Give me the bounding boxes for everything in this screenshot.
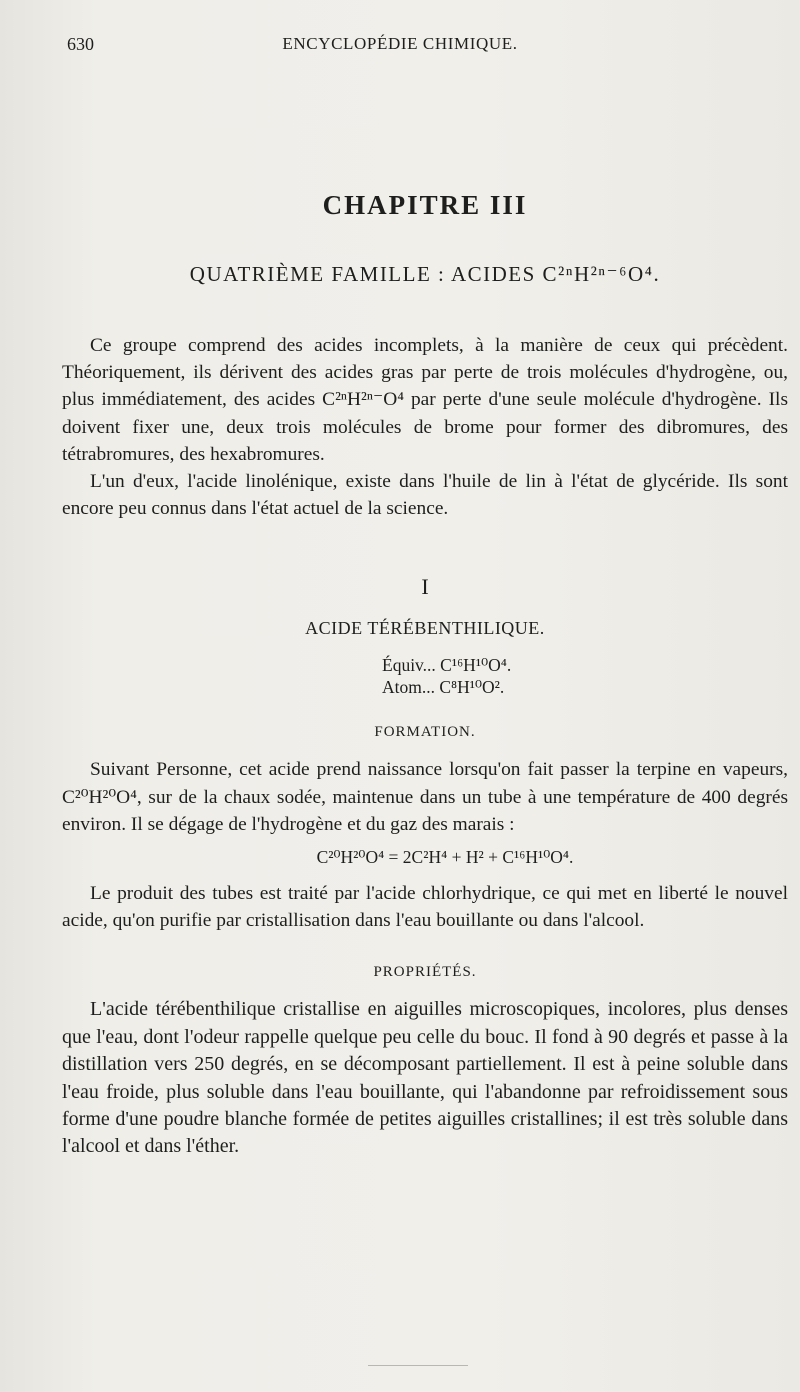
equivalent-formula: Équiv... C¹⁶H¹⁰O⁴. xyxy=(382,655,512,676)
formula-block xyxy=(382,654,788,698)
page-body xyxy=(62,190,788,1161)
page-header xyxy=(0,34,800,58)
intro-paragraph: L'un d'eux, l'acide linolénique, existe dans l'huile de lin à l'état de glycéride. Ils sont encore peu connus dans l'état actuel de la science. xyxy=(62,471,788,520)
formation-heading: FORMATION. xyxy=(374,724,476,741)
section-title: ACIDE TÉRÉBENTHILIQUE. xyxy=(305,618,545,639)
chapter-title: CHAPITRE III xyxy=(322,190,528,220)
running-head: ENCYCLOPÉDIE CHIMIQUE. xyxy=(282,34,518,53)
formation-paragraph: Suivant Personne, cet acide prend naissance lorsqu'on fait passer la terpine en vapeurs, C²⁰H²⁰O⁴, sur de la chaux sodée, maintenue dans un tube à une température de 400 degrés environ. Il se dégage de l'hydrogène et du gaz des marais : xyxy=(62,759,788,835)
page-number: 630 xyxy=(67,34,94,54)
properties-paragraph: L'acide térébenthilique cristallise en aiguilles microscopiques, incolores, plus denses que l'eau, dont l'odeur rappelle quelque peu celle du bouc. Il fond à 90 degrés et passe à la distillation vers 250 degrés, en se décomposant partiellement. Il est à peine soluble dans l'eau froide, plus soluble dans l'eau bouillante, qui l'abandonne par refroidissement sous forme d'une poudre blanche formée de petites aiguilles cristallines; il est très soluble dans l'alcool et dans l'éther. xyxy=(62,998,788,1158)
section-number: I xyxy=(421,574,429,600)
reaction-equation: C²⁰H²⁰O⁴ = 2C²H⁴ + H² + C¹⁶H¹⁰O⁴. xyxy=(316,847,574,868)
family-title: QUATRIÈME FAMILLE : ACIDES C²ⁿH²ⁿ⁻⁶O⁴. xyxy=(189,262,661,286)
intro-paragraph: Ce groupe comprend des acides incomplets, à la manière de ceux qui précèdent. Théoriquement, ils dérivent des acides gras par perte de trois molécules d'hydrogène, ou, plus immédiatement, des acides C²ⁿH²ⁿ⁻O⁴ par perte d'une seule molécule d'hydrogène. Ils doivent fixer une, deux trois molécules de brome pour former des dibromures, des tétrabromures, des hexabromures. xyxy=(62,335,788,465)
product-paragraph: Le produit des tubes est traité par l'acide chlorhydrique, ce qui met en liberté le nouvel acide, qu'on purifie par cristallisation dans l'eau bouillante ou dans l'alcool. xyxy=(62,883,788,932)
properties-heading: PROPRIÉTÉS. xyxy=(373,964,477,981)
bottom-rule xyxy=(368,1365,468,1366)
atomic-formula: Atom... C⁸H¹⁰O². xyxy=(382,677,505,698)
